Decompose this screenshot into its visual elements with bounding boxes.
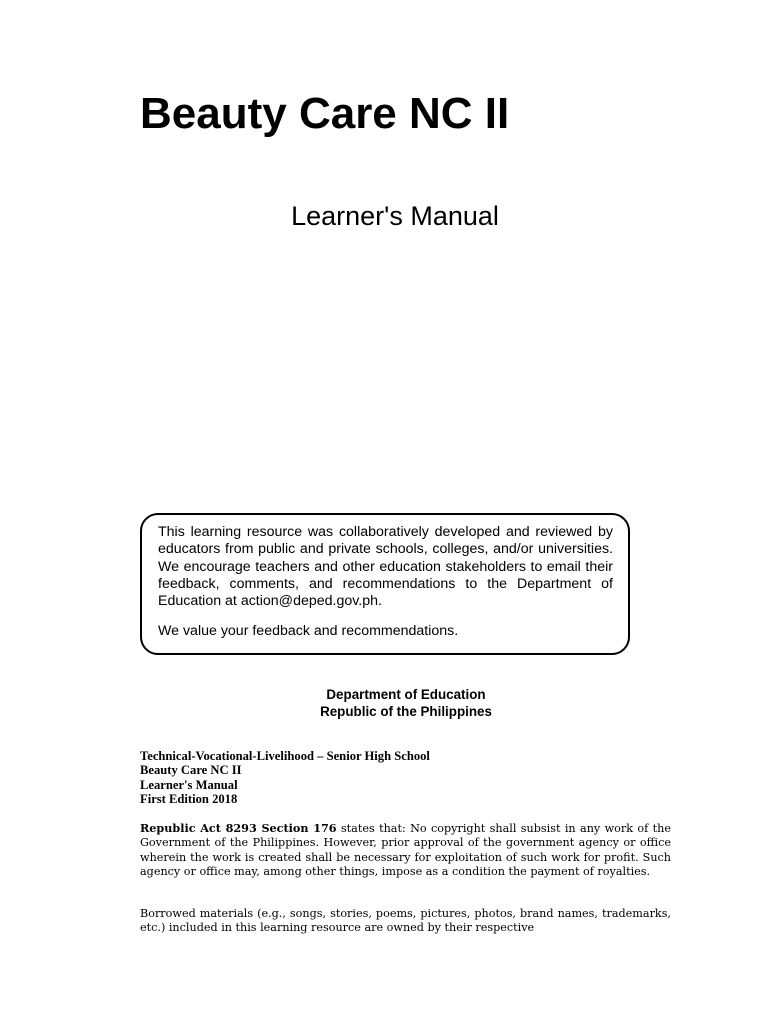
copyright-law-reference: Republic Act 8293 Section 176 [140, 821, 337, 835]
publisher-block [0, 687, 768, 720]
publisher-department: Department of Education [326, 687, 486, 702]
copyright-statement: states that: No copyright shall subsist in any work of the Government of the Philippines. However, prior approval of the government agency or office wherein the work is created shall be necessary for exploitation of such work for profit. Such agency or office may, among other things, impose as a condition the payment of royalties. [140, 822, 671, 878]
manual-title: Beauty Care NC II [140, 89, 510, 138]
edition-manual-type: Learner's Manual [140, 777, 238, 792]
manual-subtitle: Learner's Manual [291, 201, 499, 231]
edition-course: Beauty Care NC II [140, 763, 242, 778]
edition-track: Technical-Vocational-Livelihood – Senior High School [140, 749, 430, 763]
copyright-paragraph [140, 821, 671, 879]
publisher-country: Republic of the Philippines [320, 703, 492, 719]
edition-info-block [140, 749, 430, 806]
edition-number: First Edition 2018 [140, 791, 238, 806]
borrowed-materials-paragraph: Borrowed materials (e.g., songs, stories, poems, pictures, photos, brand names, trademarks, etc.) included in this learning resource are owned by their respective [140, 907, 671, 935]
notice-paragraph-collaboration: This learning resource was collaboratively developed and reviewed by educators from public and private schools, colleges, and/or universities. We encourage teachers and other education stakeholders to email their feedback, comments, and recommendations to the Department of Education at action@deped.gov.ph. [158, 524, 613, 610]
feedback-notice-box [140, 513, 630, 655]
notice-paragraph-feedback: We value your feedback and recommendations. [158, 623, 459, 640]
